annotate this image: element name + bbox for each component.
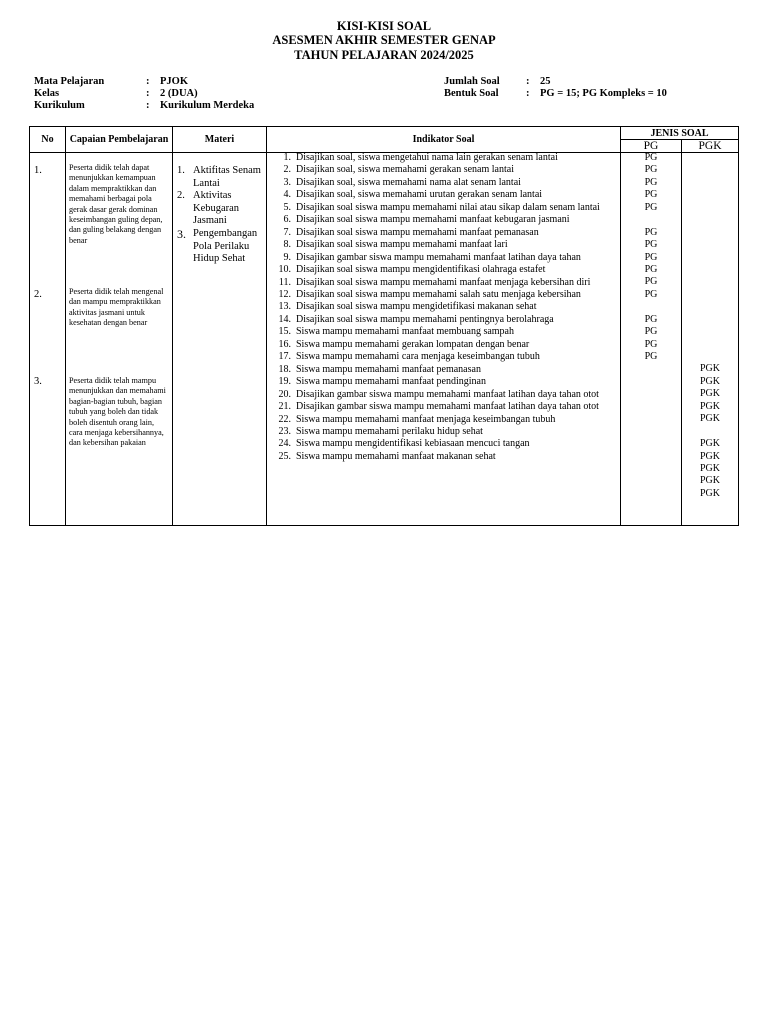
indikator-item (269, 326, 609, 338)
indikator-number: 8. (283, 239, 291, 251)
materi-column (173, 153, 267, 526)
info-sep: : (146, 88, 150, 99)
pg-marker: PG (644, 189, 658, 201)
indikator-number: 1. (283, 152, 291, 163)
indikator-number: 23. (278, 425, 291, 437)
capaian-text: Peserta didik telah mengenal dan mampu mempraktikkan aktivitas jasmani untuk kesehatan dengan benar (69, 287, 164, 328)
indikator-text: Disajikan gambar siswa mampu memahami manfaat latihan daya tahan otot (296, 388, 599, 400)
pg-marker: PG (644, 176, 658, 188)
info-value: 25 (540, 76, 551, 87)
indikator-item (269, 252, 609, 264)
pgk-marker: PGK (700, 413, 721, 425)
pg-marker (621, 413, 681, 425)
info-value: PJOK (160, 76, 188, 87)
indikator-text: Disajikan soal siswa mampu mengidetifikasi makanan sehat (296, 301, 537, 313)
indikator-text: Siswa mampu memahami manfaat membuang sampah (296, 326, 514, 338)
indikator-text: Siswa mampu memahami cara menjaga keseimbangan tubuh (296, 351, 540, 363)
doc-title: KISI-KISI SOAL (336, 19, 432, 33)
pgk-cell (682, 153, 738, 525)
no-column (30, 153, 66, 526)
pgk-marker (682, 202, 738, 214)
header-indikator: Indikator Soal (267, 127, 621, 153)
pgk-marker: PGK (700, 438, 721, 450)
indikator-item (269, 339, 609, 351)
info-label: Jumlah Soal (444, 76, 500, 87)
indikator-text: Siswa mampu mengidentifikasi kebiasaan mencuci tangan (296, 438, 530, 450)
kisi-kisi-table (29, 126, 739, 526)
indikator-item (269, 289, 609, 301)
pgk-marker (682, 227, 738, 239)
header-no: No (30, 127, 66, 153)
indikator-number: 13. (278, 301, 291, 313)
indikator-text: Disajikan soal siswa mampu memahami salah satu menjaga kebersihan (296, 288, 581, 300)
indikator-item (269, 364, 609, 376)
indikator-number: 25. (278, 450, 291, 462)
pg-marker: PG (644, 338, 658, 350)
info-value: PG = 15; PG Kompleks = 10 (540, 88, 667, 99)
indikator-number: 2. (283, 164, 291, 176)
indikator-item (269, 389, 609, 401)
pgk-marker (682, 239, 738, 251)
pg-marker (621, 488, 681, 500)
pg-marker (621, 401, 681, 413)
pg-marker (621, 376, 681, 388)
pgk-marker (682, 252, 738, 264)
indikator-number: 4. (283, 189, 291, 201)
pg-marker (621, 363, 681, 375)
info-row-bentuk-soal (444, 88, 744, 100)
pgk-marker (682, 351, 738, 363)
indikator-text: Siswa mampu memahami manfaat pendinginan (296, 376, 486, 388)
info-right (444, 76, 744, 104)
doc-subtitle: ASESMEN AKHIR SEMESTER GENAP (272, 33, 496, 47)
pgk-marker (682, 164, 738, 176)
materi-item: 1. Aktifitas Senam Lantai (177, 165, 261, 189)
materi-list (177, 165, 265, 266)
capaian-text: Peserta didik telah mampu menunjukkan dan memahami bagian-bagian tubuh, bagian tubuh yang boleh dan tidak boleh disentuh orang lain, cara menjaga kebersihannya, dan kebersihan pakaian (69, 376, 166, 448)
pgk-marker (682, 289, 738, 301)
indikator-column (267, 153, 621, 526)
pg-marker: PG (644, 152, 658, 163)
indikator-text: Disajikan soal, siswa memahami urutan gerakan senam lantai (296, 189, 543, 201)
materi-item: 3. Pengembangan Pola Perilaku Hidup Sehat (177, 226, 258, 265)
pg-marker: PG (644, 288, 658, 300)
indikator-text: Siswa mampu memahami perilaku hidup sehat (296, 425, 483, 437)
info-value: Kurikulum Merdeka (160, 100, 255, 111)
materi-item: 2. Aktivitas Kebugaran Jasmani (177, 190, 240, 227)
indikator-item (269, 264, 609, 276)
info-label: Kurikulum (34, 100, 85, 111)
info-value: 2 (DUA) (160, 88, 198, 99)
pgk-marker: PGK (700, 462, 721, 474)
indikator-item (269, 227, 609, 239)
pgk-marker: PGK (700, 475, 721, 487)
pgk-column (682, 153, 739, 526)
pg-marker: PG (644, 251, 658, 263)
header-jenis-soal: JENIS SOAL (621, 127, 739, 140)
pg-marker: PG (644, 201, 658, 213)
indikator-item (269, 202, 609, 214)
row-number: 1. (34, 165, 42, 176)
indikator-text: Disajikan soal siswa mampu memahami manfaat kebugaran jasmani (296, 214, 570, 226)
indikator-text: Disajikan soal siswa mampu memahami manfaat lari (296, 239, 508, 251)
pg-marker (621, 463, 681, 475)
indikator-item (269, 451, 609, 463)
info-sep: : (146, 76, 150, 87)
pgk-marker (682, 339, 738, 351)
pgk-marker: PGK (700, 375, 721, 387)
info-label: Bentuk Soal (444, 88, 499, 99)
indikator-text: Siswa mampu memahami manfaat menjaga keseimbangan tubuh (296, 413, 556, 425)
indikator-text: Disajikan soal siswa mampu memahami manfaat pemanasan (296, 226, 539, 238)
indikator-text: Disajikan soal siswa mampu memahami manfaat menjaga kebersihan diri (296, 276, 591, 288)
pg-marker: PG (644, 276, 658, 288)
indikator-item (269, 314, 609, 326)
indikator-number: 10. (278, 264, 291, 276)
pgk-marker: PGK (700, 388, 721, 400)
pgk-marker: PGK (700, 487, 721, 499)
header-pg: PG (621, 140, 682, 153)
info-row-kelas (34, 88, 334, 100)
pg-marker: PG (644, 226, 658, 238)
doc-year: TAHUN PELAJARAN 2024/2025 (294, 48, 474, 62)
pg-marker: PG (644, 263, 658, 275)
pgk-marker (682, 301, 738, 313)
pg-marker (621, 438, 681, 450)
pgk-marker (682, 276, 738, 288)
indikator-text: Disajikan soal, siswa memahami nama alat senam lantai (296, 176, 521, 188)
pg-marker (621, 388, 681, 400)
indikator-item (269, 301, 609, 313)
pgk-marker: PGK (700, 450, 721, 462)
indikator-item (269, 214, 609, 226)
info-sep: : (526, 76, 530, 87)
indikator-number: 21. (278, 401, 291, 413)
pg-marker: PG (644, 313, 658, 325)
materi-cell (173, 153, 266, 525)
indikator-number: 6. (283, 214, 291, 226)
indikator-text: Disajikan soal siswa mampu memahami pentingnya berolahraga (296, 313, 554, 325)
indikator-item (269, 152, 609, 164)
indikator-text: Siswa mampu memahami gerakan lompatan dengan benar (296, 338, 530, 350)
indikator-number: 22. (278, 413, 291, 425)
pgk-marker (682, 152, 738, 164)
pg-marker: PG (644, 351, 658, 362)
pg-marker (621, 301, 681, 313)
indikator-item (269, 438, 609, 450)
header-pgk: PGK (682, 140, 739, 153)
indikator-item (269, 177, 609, 189)
header-capaian: Capaian Pembelajaran (66, 127, 173, 153)
indikator-number: 9. (283, 251, 291, 263)
indikator-list (269, 152, 609, 463)
capaian-column (66, 153, 173, 526)
indikator-number: 14. (278, 313, 291, 325)
pgk-marker (682, 314, 738, 326)
pgk-marker (682, 214, 738, 226)
pgk-marker (682, 326, 738, 338)
info-label: Kelas (34, 88, 60, 99)
indikator-cell (267, 153, 620, 525)
pg-marker: PG (644, 239, 658, 251)
indikator-item (269, 401, 609, 413)
pgk-marker (682, 264, 738, 276)
info-sep: : (526, 88, 530, 99)
pg-list (621, 152, 681, 500)
capaian-text: Peserta didik telah dapat menunjukkan kemampuan dalam mempraktikkan dan memahami berbagai pola gerak dasar gerak dominan keseimbangan guling depan, dan guling belakang dengan benar (69, 163, 163, 245)
indikator-number: 16. (278, 338, 291, 350)
indikator-number: 18. (278, 363, 291, 375)
pgk-marker (682, 177, 738, 189)
info-label: Mata Pelajaran (34, 76, 105, 87)
info-row-jumlah-soal (444, 76, 744, 88)
no-cell (30, 153, 65, 525)
pg-marker (621, 214, 681, 226)
pgk-marker: PGK (700, 363, 721, 375)
indikator-number: 11. (278, 276, 291, 288)
pgk-marker (682, 189, 738, 201)
pg-cell (621, 153, 681, 525)
indikator-text: Disajikan soal siswa mampu memahami nilai atau sikap dalam senam lantai (296, 201, 600, 213)
info-row-kurikulum (34, 100, 334, 112)
pg-marker: PG (644, 164, 658, 176)
pgk-marker: PGK (700, 400, 721, 412)
pg-marker (621, 426, 681, 438)
indikator-number: 17. (278, 351, 291, 363)
pg-marker (621, 475, 681, 487)
indikator-item (269, 376, 609, 388)
indikator-number: 15. (278, 326, 291, 338)
indikator-item (269, 351, 609, 363)
row-number: 2. (34, 289, 42, 300)
indikator-item (269, 189, 609, 201)
indikator-text: Disajikan gambar siswa mampu memahami manfaat latihan daya tahan otot (296, 401, 599, 413)
pg-marker: PG (644, 326, 658, 338)
indikator-text: Siswa mampu memahami manfaat makanan sehat (296, 450, 496, 462)
indikator-item (269, 164, 609, 176)
pgk-list (682, 152, 738, 500)
indikator-number: 12. (278, 288, 291, 300)
indikator-item (269, 277, 609, 289)
header-materi: Materi (173, 127, 267, 153)
indikator-text: Disajikan soal, siswa mengetahui nama lain gerakan senam lantai (296, 152, 558, 163)
indikator-item (269, 414, 609, 426)
indikator-text: Disajikan soal, siswa memahami gerakan senam lantai (296, 164, 514, 176)
capaian-cell (66, 153, 172, 525)
indikator-item (269, 426, 609, 438)
indikator-number: 19. (278, 376, 291, 388)
pgk-marker (682, 426, 738, 438)
indikator-number: 7. (283, 226, 291, 238)
indikator-text: Disajikan soal siswa mampu mengidentifikasi olahraga estafet (296, 264, 546, 276)
pg-marker (621, 451, 681, 463)
pg-column (621, 153, 682, 526)
info-row-mata-pelajaran (34, 76, 334, 88)
indikator-number: 20. (278, 388, 291, 400)
indikator-number: 24. (278, 438, 291, 450)
indikator-number: 5. (283, 201, 291, 213)
indikator-text: Siswa mampu memahami manfaat pemanasan (296, 363, 481, 375)
indikator-text: Disajikan gambar siswa mampu memahami manfaat latihan daya tahan (296, 251, 581, 263)
indikator-item (269, 239, 609, 251)
info-sep: : (146, 100, 150, 111)
info-left (34, 76, 334, 116)
indikator-number: 3. (283, 176, 291, 188)
row-number: 3. (34, 376, 42, 387)
